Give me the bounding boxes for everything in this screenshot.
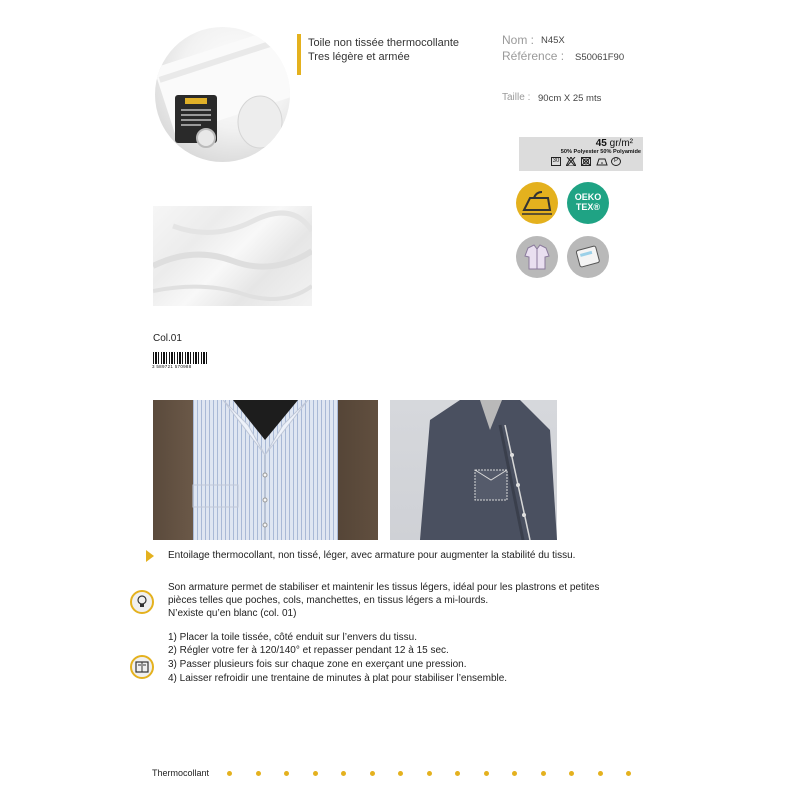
usage-line3: N’existe qu’en blanc (col. 01) <box>168 608 297 619</box>
product-title-line2: Tres légère et armée <box>308 51 410 63</box>
oeko-text: OEKO <box>574 192 602 202</box>
footer-dot <box>427 771 432 776</box>
tex-text: TEX® <box>575 202 601 212</box>
barcode-number: 3 589721 570988 <box>152 364 192 369</box>
instructions-book-icon <box>130 655 154 679</box>
footer-dot <box>598 771 603 776</box>
footer-dot <box>398 771 403 776</box>
footer-dot <box>455 771 460 776</box>
footer-dot <box>256 771 261 776</box>
footer-dot <box>284 771 289 776</box>
iron-icon <box>596 157 606 166</box>
wash-30-icon: 30 <box>552 158 560 164</box>
tag-badge-icon <box>567 236 609 278</box>
weight-spec-box <box>519 137 643 171</box>
footer-dot <box>626 771 631 776</box>
composition-text: 50% Polyester 50% Polyamide <box>560 149 641 155</box>
usage-line1: Son armature permet de stabiliser et maintenir les tissus légers, idéal pour les plastrons et petites <box>168 582 600 593</box>
shirt-photo-denim <box>390 400 557 540</box>
footer-dot <box>484 771 489 776</box>
nom-value: N45X <box>541 35 565 46</box>
lightbulb-icon <box>130 590 154 614</box>
roll-core <box>196 128 216 148</box>
product-title-line1: Toile non tissée thermocollante <box>308 37 460 49</box>
footer-dot <box>541 771 546 776</box>
reference-value: S50061F90 <box>575 52 625 63</box>
barcode <box>153 352 207 364</box>
footer-dot <box>341 771 346 776</box>
usage-line2: pièces telles que poches, cols, manchettes, en tissus légers a mi-lourds. <box>168 595 489 606</box>
title-accent-bar <box>297 34 301 75</box>
footer-category-label: Thermocollant <box>152 768 210 778</box>
intro-text: Entoilage thermocollant, non tissé, léger, avec armature pour augmenter la stabilité du tissu. <box>168 550 576 561</box>
step-2: 2) Régler votre fer à 120/140° et repasser pendant 12 à 15 sec. <box>168 645 449 656</box>
taille-label: Taille : <box>502 92 531 103</box>
footer-dot <box>227 771 232 776</box>
oeko-tex-badge <box>567 182 609 224</box>
step-1: 1) Placer la toile tissée, côté enduit sur l’envers du tissu. <box>168 632 418 643</box>
shirt-badge-icon <box>516 236 558 278</box>
weight-value: 45 gr/m² <box>595 138 633 149</box>
color-label: Col.01 <box>153 333 182 344</box>
footer-dot <box>313 771 318 776</box>
fabric-swatch <box>153 206 312 306</box>
dry-clean-p-icon: P <box>611 157 621 166</box>
footer-dot <box>569 771 574 776</box>
step-3: 3) Passer plusieurs fois sur chaque zone en exerçant une pression. <box>168 659 467 670</box>
no-tumble-dry-icon <box>581 157 591 166</box>
taille-value: 90cm X 25 mts <box>538 93 602 104</box>
no-bleach-icon <box>566 157 576 166</box>
nom-label: Nom : <box>502 33 535 47</box>
footer-dot <box>512 771 517 776</box>
intro-bullet-icon <box>146 550 154 562</box>
footer-dot <box>370 771 375 776</box>
iron-badge-icon <box>516 182 558 224</box>
step-4: 4) Laisser refroidir une trentaine de minutes à plat pour stabiliser l’ensemble. <box>168 673 508 684</box>
shirt-photo-striped <box>153 400 378 540</box>
reference-label: Référence : <box>502 49 565 63</box>
